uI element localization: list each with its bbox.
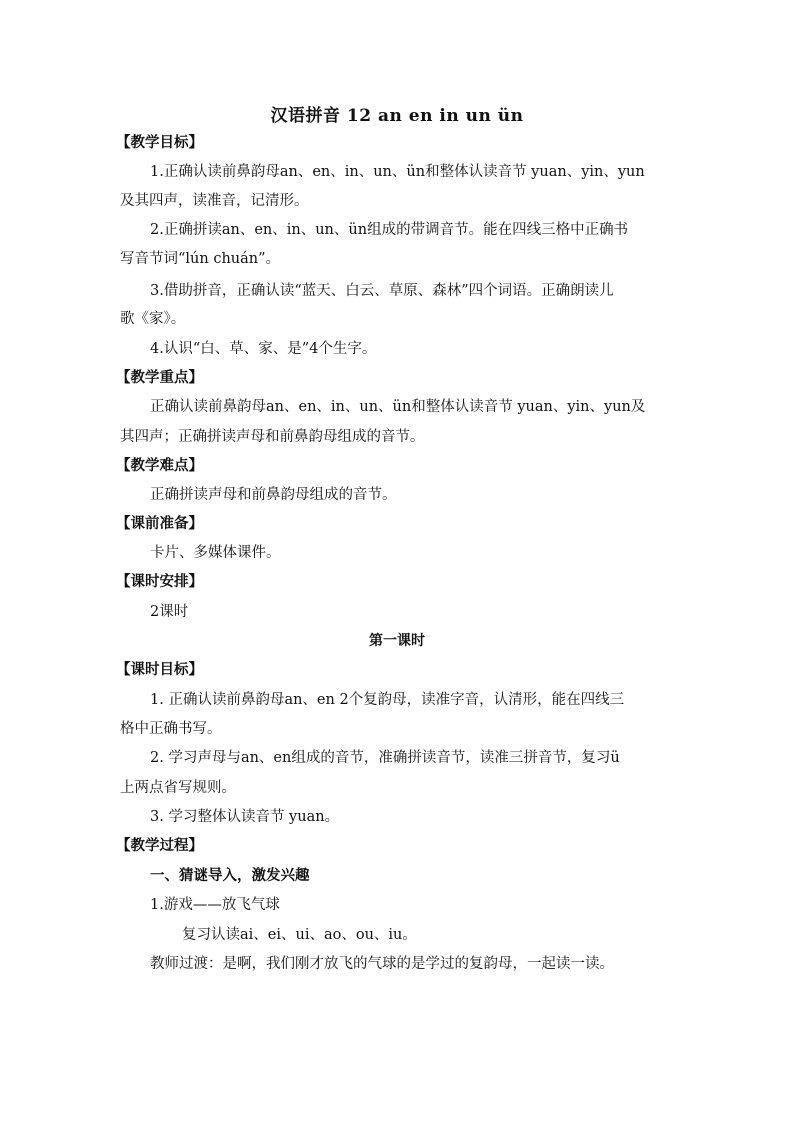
section-heading-process: 【教学过程】 — [116, 837, 203, 854]
paragraph: 3.借助拼音，正确认读“蓝天、白云、草原、森林”四个词语。正确朗读儿 — [150, 283, 614, 299]
paragraph: 复习认读ai、ei、ui、ao、ou、iu。 — [182, 927, 417, 943]
paragraph: 正确认读前鼻韵母an、en、in、un、ün和整体认读音节 yuan、yin、yun及 — [150, 399, 646, 415]
paragraph: 4.认识“白、草、家、是”4个生字。 — [150, 341, 377, 357]
section-heading-preparation: 【课前准备】 — [116, 515, 203, 532]
paragraph: 歌《家》。 — [120, 311, 186, 327]
paragraph: 2课时 — [150, 604, 189, 620]
section-heading-key: 【教学重点】 — [116, 369, 203, 386]
paragraph: 教师过渡：是啊，我们刚才放飞的气球的是学过的复韵母，一起读一读。 — [150, 956, 614, 972]
paragraph: 2. 学习声母与an、en组成的音节，准确拼读音节，读准三拼音节，复习ü — [150, 750, 620, 766]
paragraph: 1. 正确认读前鼻韵母an、en 2个复韵母，读准字音，认清形，能在四线三 — [150, 692, 625, 708]
paragraph: 卡片、多媒体课件。 — [150, 545, 281, 561]
paragraph: 格中正确书写。 — [120, 721, 222, 737]
subsection-heading: 一、猜谜导入，激发兴趣 — [150, 867, 310, 884]
paragraph: 写音节词“lún chuán”。 — [120, 251, 281, 267]
paragraph: 及其四声，读准音，记清形。 — [120, 193, 309, 209]
section-heading-goals: 【教学目标】 — [116, 134, 203, 151]
paragraph: 1.游戏——放飞气球 — [150, 897, 280, 913]
section-heading-lesson-goals: 【课时目标】 — [116, 661, 203, 678]
paragraph: 上两点省写规则。 — [120, 780, 236, 796]
paragraph: 正确拼读声母和前鼻韵母组成的音节。 — [150, 487, 397, 503]
section-heading-schedule: 【课时安排】 — [116, 573, 203, 590]
section-heading-difficulty: 【教学难点】 — [116, 457, 203, 474]
lesson-heading: 第一课时 — [369, 633, 425, 649]
paragraph: 3. 学习整体认读音节 yuan。 — [150, 809, 340, 825]
paragraph: 1.正确认读前鼻韵母an、en、in、un、ün和整体认读音节 yuan、yin、yun — [150, 164, 645, 180]
paragraph: 2.正确拼读an、en、in、un、ün组成的带调音节。能在四线三格中正确书 — [150, 222, 629, 238]
paragraph: 其四声；正确拼读声母和前鼻韵母组成的音节。 — [120, 429, 425, 445]
document-title: 汉语拼音 12 an en in un ün — [270, 106, 524, 126]
